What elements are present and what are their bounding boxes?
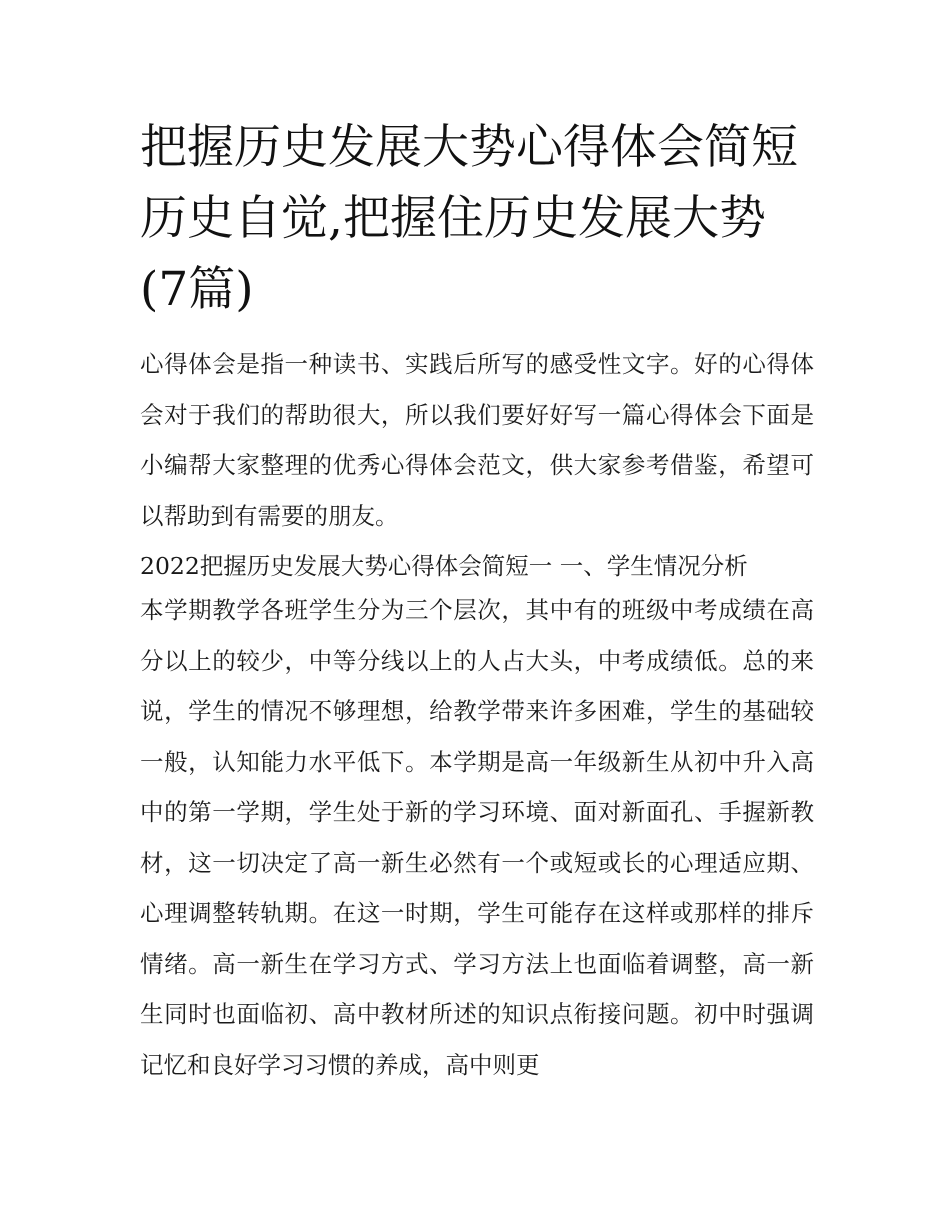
section-heading: 2022把握历史发展大势心得体会简短一 一、学生情况分析: [140, 552, 748, 580]
body-paragraph: 本学期教学各班学生分为三个层次，其中有的班级中考成绩在高分以上的较少，中等分线以上的人占大头，中考成绩低。总的来说，学生的情况不够理想，给教学带来许多困难，学生的基础较一般，认知能力水平低下。本学期是高一年级新生从初中升入高中的第一学期，学生处于新的学习环境、面对新面孔、手握新教材，这一切决定了高一新生必然有一个或短或长的心理适应期、心理调整转轨期。在这一时期，学生可能存在这样或那样的排斥情绪。高一新生在学习方式、学习方法上也面临着调整，高一新生同时也面临初、高中教材所述的知识点衔接问题。初中时强调记忆和良好学习习惯的养成，高中则更: [140, 596, 814, 1079]
intro-paragraph: 心得体会是指一种读书、实践后所写的感受性文字。好的心得体会对于我们的帮助很大，所以我们要好好写一篇心得体会下面是小编帮大家整理的优秀心得体会范文，供大家参考借鉴，希望可以帮助到有需要的朋友。: [140, 350, 814, 530]
document-title: 把握历史发展大势心得体会简短 历史自觉,把握住历史发展大势(7篇): [140, 120, 798, 317]
document-page: [140, 112, 814, 1090]
